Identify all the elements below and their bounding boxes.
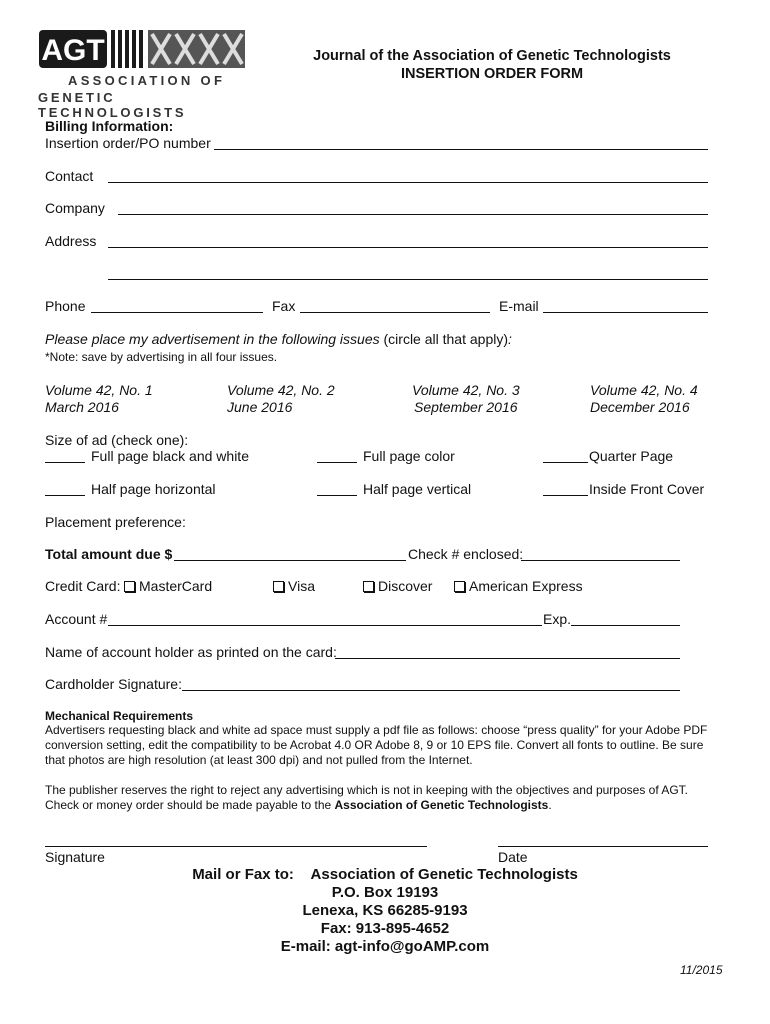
mail-label: Mail or Fax to:: [192, 866, 294, 883]
issues-prompt-italic: Please place my advertisement in the following issues: [45, 331, 380, 347]
issue-2-volume: Volume 42, No. 2: [227, 382, 335, 398]
amex-label: American Express: [469, 578, 583, 594]
size-full-color-blank[interactable]: [317, 462, 357, 463]
email-label: E-mail: [499, 298, 539, 314]
total-field[interactable]: [174, 560, 406, 561]
phone-field[interactable]: [91, 312, 263, 313]
signature-field[interactable]: [45, 846, 427, 847]
publisher-text: [45, 783, 735, 813]
amex-checkbox[interactable]: [454, 581, 465, 592]
mastercard-label: MasterCard: [139, 578, 213, 594]
size-half-horizontal-blank[interactable]: [45, 495, 85, 496]
issue-3-date: September 2016: [414, 399, 518, 415]
issues-prompt: [45, 331, 512, 347]
date-label: Date: [498, 849, 528, 865]
publisher-payable-post: .: [548, 798, 552, 812]
publisher-payable-org: Association of Genetic Technologists: [334, 798, 549, 812]
discover-checkbox[interactable]: [363, 581, 374, 592]
address-field-line1[interactable]: [108, 247, 708, 248]
issues-prompt-end: :: [508, 331, 512, 347]
mastercard-checkbox[interactable]: [124, 581, 135, 592]
mechanical-text: Advertisers requesting black and white ad space must supply a pdf file as follows: choose “press quality” for your Adobe PDF conversion setting, edit the compatibility to be Acrobat 4.0 OR Adobe 8, 9 or 10 EPS file. Convert all fonts to outline. Be sure that photos are high resolution (at least 300 dpi) and not pulled from the Internet.: [45, 723, 708, 767]
cardholder-signature-field[interactable]: [182, 690, 680, 691]
discover-label: Discover: [378, 578, 433, 594]
phone-label: Phone: [45, 298, 86, 314]
mail-heading: [0, 866, 770, 883]
issue-4-volume: Volume 42, No. 4: [590, 382, 698, 398]
check-label: Check # enclosed:: [408, 546, 524, 562]
fax-label: Fax: [272, 298, 296, 314]
visa-label: Visa: [288, 578, 315, 594]
issue-1-volume: Volume 42, No. 1: [45, 382, 153, 398]
address-label: Address: [45, 233, 97, 249]
issue-3[interactable]: [412, 382, 520, 415]
issue-4-date: December 2016: [590, 399, 690, 415]
issue-1-date: March 2016: [45, 399, 119, 415]
card-discover[interactable]: [363, 578, 432, 594]
size-half-vertical-label: Half page vertical: [363, 481, 472, 497]
address-field-line2[interactable]: [108, 279, 708, 280]
account-holder-label: Name of account holder as printed on the card:: [45, 644, 337, 660]
signature-label: Signature: [45, 849, 105, 865]
size-full-bw-label: Full page black and white: [91, 448, 249, 464]
card-mastercard[interactable]: [124, 578, 212, 594]
billing-heading: Billing Information:: [45, 118, 174, 134]
card-amex[interactable]: [454, 578, 583, 594]
placement-label: Placement preference:: [45, 514, 186, 530]
check-field[interactable]: [521, 560, 680, 561]
page-subtitle: INSERTION ORDER FORM: [400, 66, 584, 82]
size-heading: Size of ad (check one):: [45, 432, 189, 448]
credit-card-label: Credit Card:: [45, 578, 121, 594]
account-holder-field[interactable]: [335, 658, 680, 659]
agt-logo-mark: AGT: [41, 34, 105, 67]
issue-2[interactable]: [227, 382, 335, 415]
po-label: Insertion order/PO number: [45, 135, 211, 151]
exp-field[interactable]: [571, 625, 680, 626]
issue-3-volume: Volume 42, No. 3: [412, 382, 520, 398]
date-field[interactable]: [498, 846, 708, 847]
contact-label: Contact: [45, 168, 94, 184]
publisher-reserve: The publisher reserves the right to reject any advertising which is not in keeping with the objectives and purposes of AGT.: [45, 783, 689, 797]
publisher-payable: [45, 798, 735, 813]
contact-field[interactable]: [108, 182, 708, 183]
card-visa[interactable]: [273, 578, 315, 594]
issues-prompt-normal: (circle all that apply): [379, 331, 509, 347]
publisher-payable-pre: Check or money order should be made payable to the: [45, 798, 335, 812]
size-quarter-blank[interactable]: [543, 462, 588, 463]
mail-org: Association of Genetic Technologists: [310, 866, 578, 883]
fax-field[interactable]: [300, 312, 490, 313]
exp-label: Exp.: [543, 611, 572, 627]
issue-1[interactable]: [45, 382, 153, 415]
size-full-color-label: Full page color: [363, 448, 455, 464]
po-number-field[interactable]: [214, 149, 708, 150]
mail-email: E-mail: agt-info@goAMP.com: [280, 938, 490, 955]
company-label: Company: [45, 200, 105, 216]
account-field[interactable]: [108, 625, 542, 626]
size-quarter-label: Quarter Page: [589, 448, 674, 464]
size-inside-cover-blank[interactable]: [543, 495, 588, 496]
mail-fax: Fax: 913-895-4652: [320, 920, 450, 937]
mail-city: Lenexa, KS 66285-9193: [302, 902, 468, 919]
visa-checkbox[interactable]: [273, 581, 284, 592]
issue-2-date: June 2016: [227, 399, 293, 415]
revision-date: 11/2015: [680, 963, 723, 977]
page-title: Journal of the Association of Genetic Technologists: [313, 48, 671, 64]
logo-line1: ASSOCIATION OF: [68, 73, 226, 88]
issue-4[interactable]: [590, 382, 698, 415]
email-field[interactable]: [543, 312, 708, 313]
account-label: Account #: [45, 611, 108, 627]
company-field[interactable]: [118, 214, 708, 215]
mechanical-heading: Mechanical Requirements: [45, 709, 194, 723]
mail-box: P.O. Box 19193: [331, 884, 439, 901]
issues-note: *Note: save by advertising in all four issues.: [45, 350, 278, 364]
cardholder-signature-label: Cardholder Signature:: [45, 676, 182, 692]
total-label: Total amount due $: [45, 546, 173, 562]
agt-logo-graphic: [38, 28, 248, 72]
size-half-horizontal-label: Half page horizontal: [91, 481, 216, 497]
agt-logo: [38, 28, 253, 120]
size-half-vertical-blank[interactable]: [317, 495, 357, 496]
logo-line2: GENETIC TECHNOLOGISTS: [38, 90, 187, 120]
size-full-bw-blank[interactable]: [45, 462, 85, 463]
size-inside-cover-label: Inside Front Cover: [589, 481, 705, 497]
